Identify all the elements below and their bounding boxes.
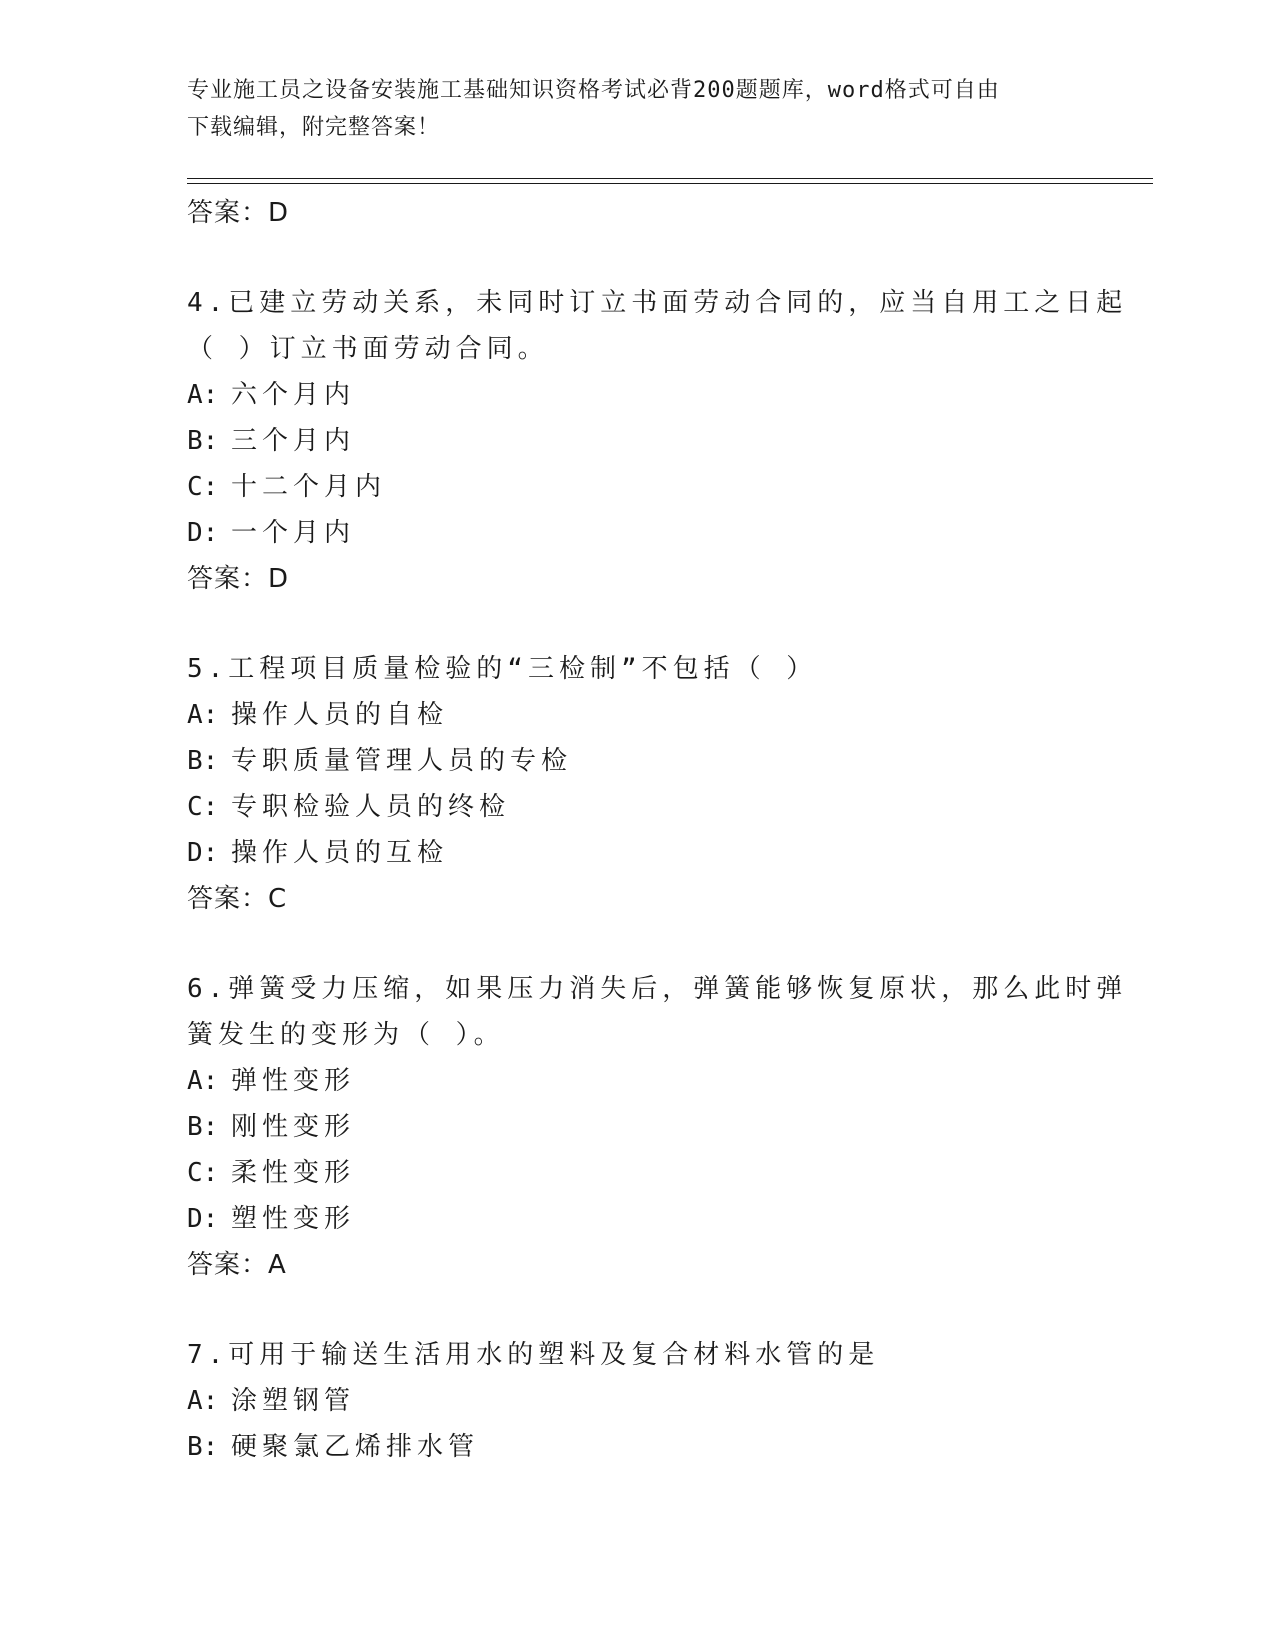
answer: 答案：C xyxy=(187,884,288,914)
option-letter: B: xyxy=(187,746,219,776)
option-text: 柔性变形 xyxy=(231,1158,356,1188)
option-a xyxy=(187,1378,1153,1424)
option-a xyxy=(187,692,1153,738)
option-text: 一个月内 xyxy=(231,518,356,548)
header-title-line-2: 下载编辑，附完整答案！ xyxy=(187,115,441,140)
question-list xyxy=(187,190,1153,1470)
option-text: 操作人员的互检 xyxy=(231,838,449,868)
option-text: 专职检验人员的终检 xyxy=(231,792,511,822)
option-letter: C: xyxy=(187,792,219,822)
option-letter: D: xyxy=(187,1204,219,1234)
question-text: 6.弹簧受力压缩，如果压力消失后，弹簧能够恢复原状，那么此时弹 xyxy=(187,974,1128,1004)
header-rule-bottom xyxy=(187,183,1153,184)
option-text: 专职质量管理人员的专检 xyxy=(231,746,573,776)
option-letter: C: xyxy=(187,1158,219,1188)
option-text: 三个月内 xyxy=(231,426,356,456)
option-a xyxy=(187,1058,1153,1104)
option-b xyxy=(187,738,1153,784)
header-rule-top xyxy=(187,178,1153,179)
option-d xyxy=(187,510,1153,556)
option-text: 硬聚氯乙烯排水管 xyxy=(231,1432,480,1462)
option-letter: D: xyxy=(187,838,219,868)
answer: 答案：A xyxy=(187,1250,287,1280)
option-text: 涂塑钢管 xyxy=(231,1386,356,1416)
question-text: 4.已建立劳动关系，未同时订立书面劳动合同的，应当自用工之日起 xyxy=(187,288,1128,318)
option-text: 十二个月内 xyxy=(231,472,387,502)
option-d xyxy=(187,1196,1153,1242)
option-letter: B: xyxy=(187,426,219,456)
question-text: 5.工程项目质量检验的“三检制”不包括（ ） xyxy=(187,654,818,684)
option-letter: D: xyxy=(187,518,219,548)
option-text: 刚性变形 xyxy=(231,1112,356,1142)
option-a xyxy=(187,372,1153,418)
option-text: 操作人员的自检 xyxy=(231,700,449,730)
question-4 xyxy=(187,280,1153,602)
option-d xyxy=(187,830,1153,876)
option-text: 塑性变形 xyxy=(231,1204,356,1234)
question-7 xyxy=(187,1332,1153,1470)
option-c xyxy=(187,1150,1153,1196)
option-letter: A: xyxy=(187,380,219,410)
option-text: 六个月内 xyxy=(231,380,356,410)
question-text: 7.可用于输送生活用水的塑料及复合材料水管的是 xyxy=(187,1340,880,1370)
option-letter: A: xyxy=(187,700,219,730)
question-5 xyxy=(187,646,1153,922)
option-letter: A: xyxy=(187,1386,219,1416)
option-letter: B: xyxy=(187,1112,219,1142)
option-letter: B: xyxy=(187,1432,219,1462)
option-letter: C: xyxy=(187,472,219,502)
answer: 答案：D xyxy=(187,564,290,594)
option-b xyxy=(187,1104,1153,1150)
previous-answer: 答案：D xyxy=(187,198,290,228)
option-b xyxy=(187,1424,1153,1470)
option-b xyxy=(187,418,1153,464)
option-c xyxy=(187,784,1153,830)
option-c xyxy=(187,464,1153,510)
question-6 xyxy=(187,966,1153,1288)
question-text-continued: （ ）订立书面劳动合同。 xyxy=(187,334,549,364)
header-title-line-1: 专业施工员之设备安装施工基础知识资格考试必背200题题库，word格式可自由 xyxy=(187,78,1000,103)
option-text: 弹性变形 xyxy=(231,1066,356,1096)
document-header xyxy=(187,72,1087,146)
option-letter: A: xyxy=(187,1066,219,1096)
question-text-continued: 簧发生的变形为（ ）。 xyxy=(187,1020,505,1050)
